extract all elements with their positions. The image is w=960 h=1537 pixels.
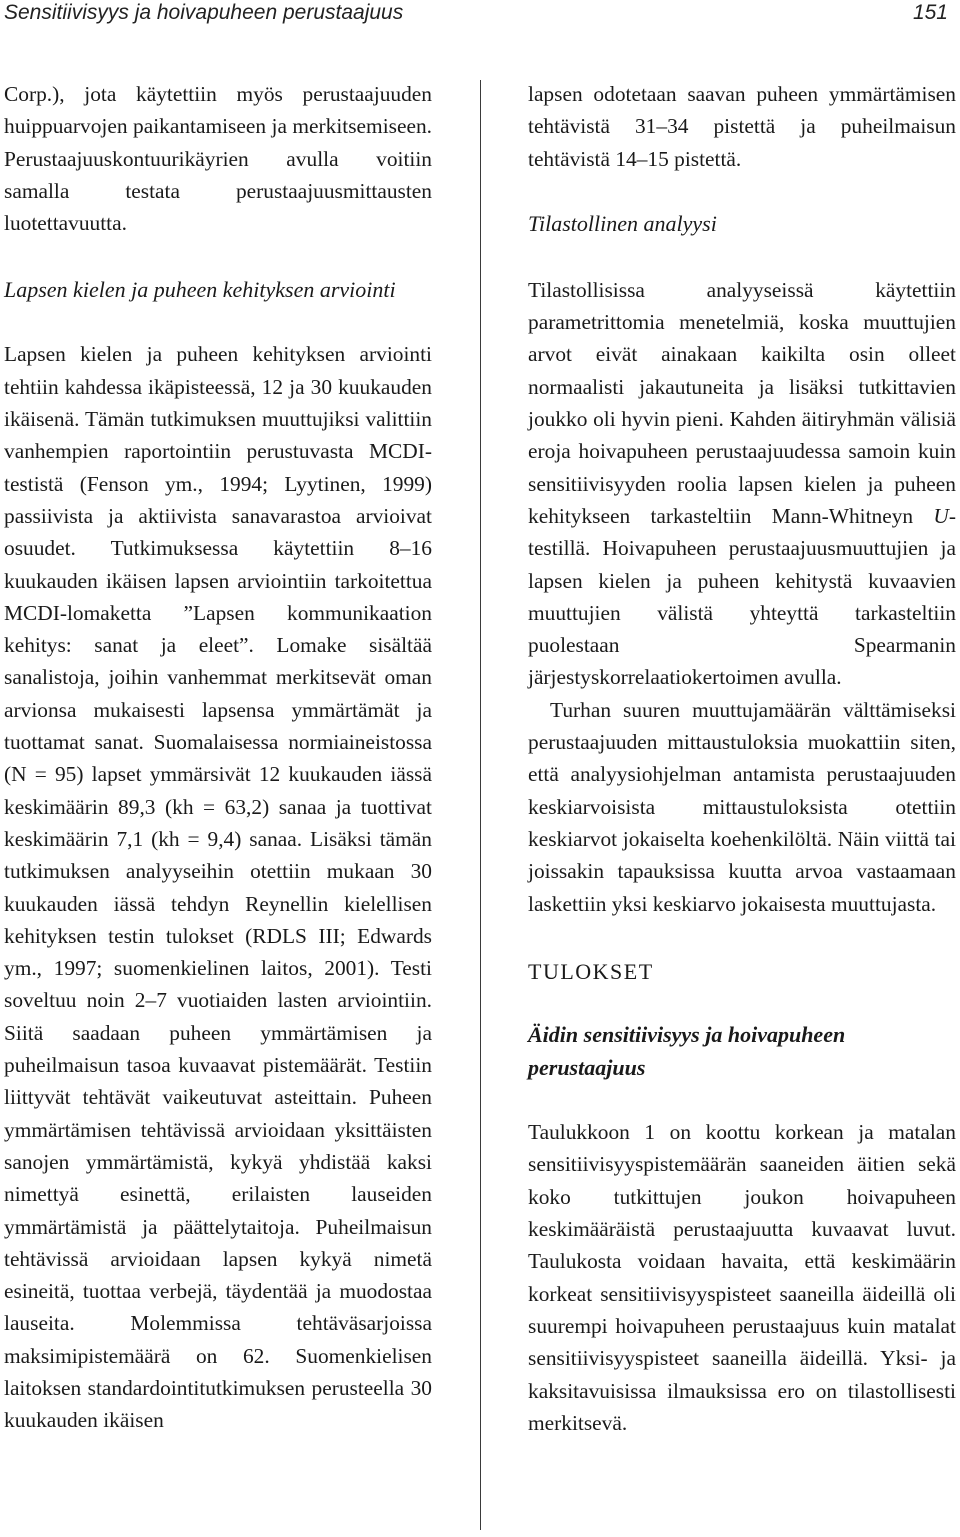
paragraph-continuation: lapsen odotetaan saavan puheen ymmärtämisen tehtävistä 31–34 pistettä ja puheilmaisun tehtävistä 14–15 pistettä. xyxy=(528,82,956,171)
column-divider xyxy=(480,80,481,1530)
paragraph-assessment: Lapsen kielen ja puheen kehityksen arviointi tehtiin kahdessa ikäpisteessä, 12 ja 30 kuukauden ikäisenä. Tämän tutkimuksen muuttujiksi valittiin vanhempien raportointiin perustuvasta MCDI-testistä (Fenson ym., 1994; Lyytinen, 1999) passiivista ja aktiivista sanavarastoa arvioivat osuudet. Tutkimuksessa käytettiin 8–16 kuukauden ikäisen lapsen arviointiin tarkoitettua MCDI-lomaketta ”Lapsen kommunikaation kehitys: sanat ja eleet”. Lomake sisältää sanalistoja, joihin vanhemmat merkitsevät oman arvionsa mukaisesti lapsensa ymmärtämät ja tuottamat sanat. Suomalaisessa normiaineistossa (N = 95) lapset ymmärsivät 12 kuukauden iässä keskimäärin 89,3 (kh = 63,2) sanaa ja tuottivat keskimäärin 7,1 (kh = 9,4) sanaa. Lisäksi tämän tutkimuksen analyyseihin otettiin mukaan 30 kuukauden iässä tehdyn Reynellin kielellisen kehityksen testin tulokset (RDLS III; Edwards ym., 1997; suomenkielinen laitos, 2001). Testi soveltuu noin 2–7 vuotiaiden lasten arviointiin. Siitä saadaan puheen ymmärtämisen ja puheilmaisun tasoa kuvaavat pistemäärät. Testiin liittyvät tehtävät vaikeutuvat asteittain. Puheen ymmärtämisen tehtävissä arvioidaan yksittäisten sanojen ymmärtämistä, kykyä yhdistää kaksi nimettyä esinettä, erilaisten lauseiden ymmärtämistä ja päättelytaitoja. Puheilmaisun tehtävissä arvioidaan lapsen kykyä nimetä esineitä, tuottaa verbejä, täydentää ja muodostaa lauseita. Molemmissa tehtäväsarjoissa maksimipistemäärä on 62. Suomenkielisen laitoksen standardointitutkimuksen perusteella 30 kuukauden ikäisen xyxy=(4,342,432,1433)
statistics-text-a: Tilastollisissa analyyseissä käytettiin parametrittomia menetelmiä, koska muuttujien arvot eivät ainakaan kaikilta osin olleet normaalisti jakautuneita ja lisäksi tutkittavien joukko oli hyvin pieni. Kahden äitiryhmän välisiä eroja hoivapuheen perustaajuudessa samoin kuin sensitiivisyyden roolia lapsen kielen ja puheen kehitykseen tarkasteltiin Mann-Whitneyn xyxy=(528,277,956,528)
statistics-u-symbol: U xyxy=(933,503,949,528)
subheading-sensitivity: Äidin sensitiivisyys ja hoivapuheen perustaajuus xyxy=(528,1022,846,1081)
page-number: 151 xyxy=(912,1,948,24)
paragraph-statistics-2: Turhan suuren muuttujamäärän välttämiseksi perustaajuuden mittaustuloksia muokattiin siten, että analyysiohjelman antamista perustaajuuden keskiarvoisista mittaustuloksista otettiin keskiarvot jokaiselta koehenkilöltä. Näin viittä tai joissakin tapauksissa kuutta arvoa vastaamaan laskettiin yksi keskiarvo jokaisesta muuttujasta. xyxy=(528,697,956,916)
subheading-statistical-analysis: Tilastollinen analyysi xyxy=(528,210,717,236)
paragraph-results: Taulukkoon 1 on koottu korkean ja matalan sensitiivisyyspistemäärän saaneiden äitien sekä koko tutkittujen joukon hoivapuheen keskimääräistä perustaajuutta kuvaavat luvut. Taulukosta voidaan havaita, että keskimäärin korkeat sensitiivisyyspisteet saaneilla äideillä oli suurempi hoivapuheen perustaajuus kuin matalat sensitiivisyyspisteet saaneilla äideillä. Yksi- ja kaksitavuisissa ilmauksissa ero on tilastollisesti merkitsevä. xyxy=(528,1120,956,1435)
running-head-title: Sensitiivisyys ja hoivapuheen perustaajuus xyxy=(4,1,404,24)
right-column xyxy=(528,78,956,1439)
paragraph-intro: Corp.), jota käytettiin myös perustaajuuden huippuarvojen paikantamiseen ja merkitsemiseen. Perustaajuuskontuurikäyrien avulla voitiin samalla testata perustaajuusmittausten luotettavuutta. xyxy=(4,82,432,236)
heading-results: TULOKSET xyxy=(528,958,654,984)
subheading-language-assessment: Lapsen kielen ja puheen kehityksen arviointi xyxy=(4,277,396,303)
statistics-text-b: -testillä. Hoivapuheen perustaajuusmuuttujien ja lapsen kielen ja puheen kehitystä kuvaavien muuttujien välistä yhteyttä tarkasteltiin puolestaan Spearmanin järjestyskorrelaatiokertoimen avulla. xyxy=(528,503,956,690)
paragraph-statistics-1 xyxy=(528,274,956,694)
running-head xyxy=(4,0,948,30)
left-column xyxy=(4,78,432,1437)
